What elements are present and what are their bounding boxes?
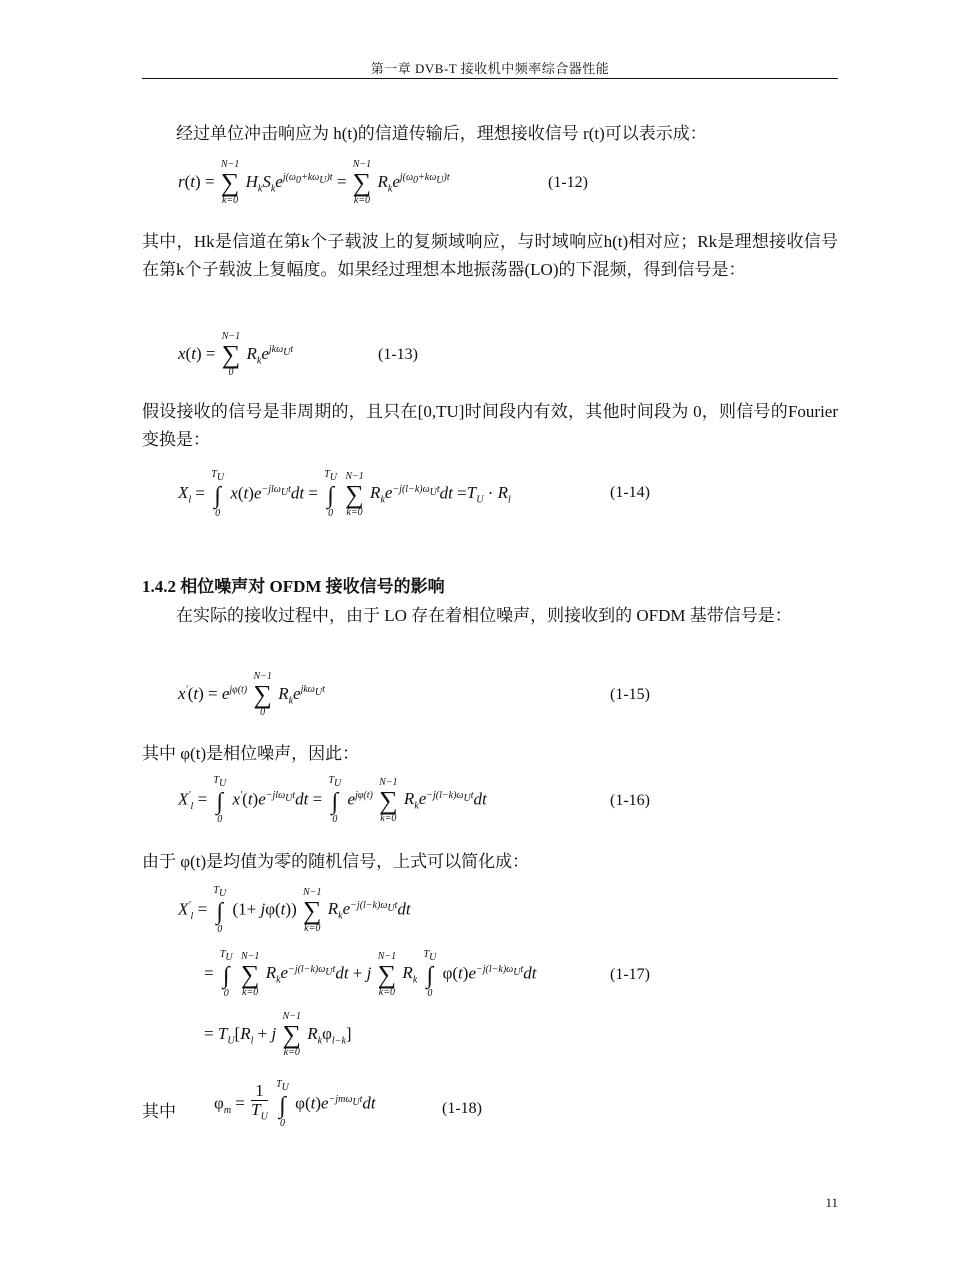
equation-1-18: $\varphi_m$ = $\frac{1}{T_U}$ $T_U$ ∫ 0 $\varphi(t)e^{-jm\omega_Ut}dt$ — [214, 1079, 376, 1129]
equation-1-13: x(t) = N−1 ∑ 0 $R_ke^{jk\omega_Ut}$ — [178, 331, 294, 378]
equation-number-1-16: (1-16) — [610, 792, 650, 809]
equation-number-1-18: (1-18) — [442, 1100, 482, 1117]
paragraph-7: 其中 — [142, 1102, 176, 1121]
paragraph-5: 其中 φ(t)是相位噪声，因此： — [142, 744, 360, 763]
paragraph-4: 在实际的接收过程中，由于 LO 存在着相位噪声，则接收到的 OFDM 基带信号是： — [176, 606, 792, 625]
equation-1-15: $x'(t) = e^{j\varphi(t)}$ N−1 ∑ 0 $R_ke^{jk\omega_Ut}$ — [178, 671, 325, 718]
equation-1-17-line-1: $X'_l$ = $T_U$ ∫ 0 (1+ jφ(t)) N−1 ∑ k=0 $R_ke^{-j(l-k)\omega_Ut}dt$ — [178, 885, 411, 935]
page-number: 11 — [825, 1195, 838, 1210]
equation-number-1-15: (1-15) — [610, 686, 650, 703]
equation-1-17-line-2: = $T_U$ ∫ 0 N−1 ∑ k=0 $R_ke^{-j(l-k)\omega_Ut}dt + j$ N−1 ∑ k=0 $R_k$ $T_U$ ∫ 0 $\varphi(t)e^{-j(l-k)\omega_Ut}dt$ — [204, 949, 537, 999]
paragraph-2: 其中，Hk是信道在第k个子载波上的复频域响应，与时域响应h(t)相对应；Rk是理想接收信号在第k个子载波上复幅度。如果经过理想本地振荡器(LO)的下混频，得到信号是： — [142, 232, 838, 279]
section-heading: 1.4.2 相位噪声对 OFDM 接收信号的影响 — [142, 577, 445, 596]
equation-number-1-13: (1-13) — [378, 346, 418, 363]
header-rule — [142, 78, 838, 79]
equation-1-17-line-3: = $T_U[R_l + j$ N−1 ∑ k=0 $R_k\varphi_{l-k}$] — [204, 1011, 352, 1058]
paragraph-3: 假设接收的信号是非周期的，且只在[0,TU]时间段内有效，其他时间段为 0，则信号的Fourier变换是： — [142, 402, 838, 449]
equation-number-1-14: (1-14) — [610, 484, 650, 501]
equation-number-1-17: (1-17) — [610, 966, 650, 983]
equation-1-12: r(t) = N−1 ∑ k=0 $H_kS_ke^{j(\omega_0+k\omega_U)t}$ = N−1 ∑ k=0 $R_ke^{j(\omega_0+k\omega_U)t}$ — [178, 159, 450, 206]
equation-1-16: $X'_l$ = $T_U$ ∫ 0 $x'(t)e^{-jl\omega_Ut}dt$ = $T_U$ ∫ 0 $e^{j\varphi(t)}$ N−1 ∑ k=0 $R_ke^{-j(l-k)\omega_Ut}dt$ — [178, 775, 487, 825]
equation-number-1-12: (1-12) — [548, 174, 588, 191]
running-header: 第一章 DVB-T 接收机中频率综合器性能 — [370, 61, 610, 76]
paragraph-1: 经过单位冲击响应为 h(t)的信道传输后，理想接收信号 r(t)可以表示成： — [176, 124, 707, 143]
equation-1-14: $X_l$ = $T_U$ ∫ 0 $x(t)e^{-jl\omega_Ut}dt$ = $T_U$ ∫ 0 N−1 ∑ k=0 $R_ke^{-j(l-k)\omega_Ut}dt =T_U \cdot R_l$ — [178, 469, 511, 519]
paragraph-6: 由于 φ(t)是均值为零的随机信号，上式可以简化成： — [142, 852, 530, 871]
